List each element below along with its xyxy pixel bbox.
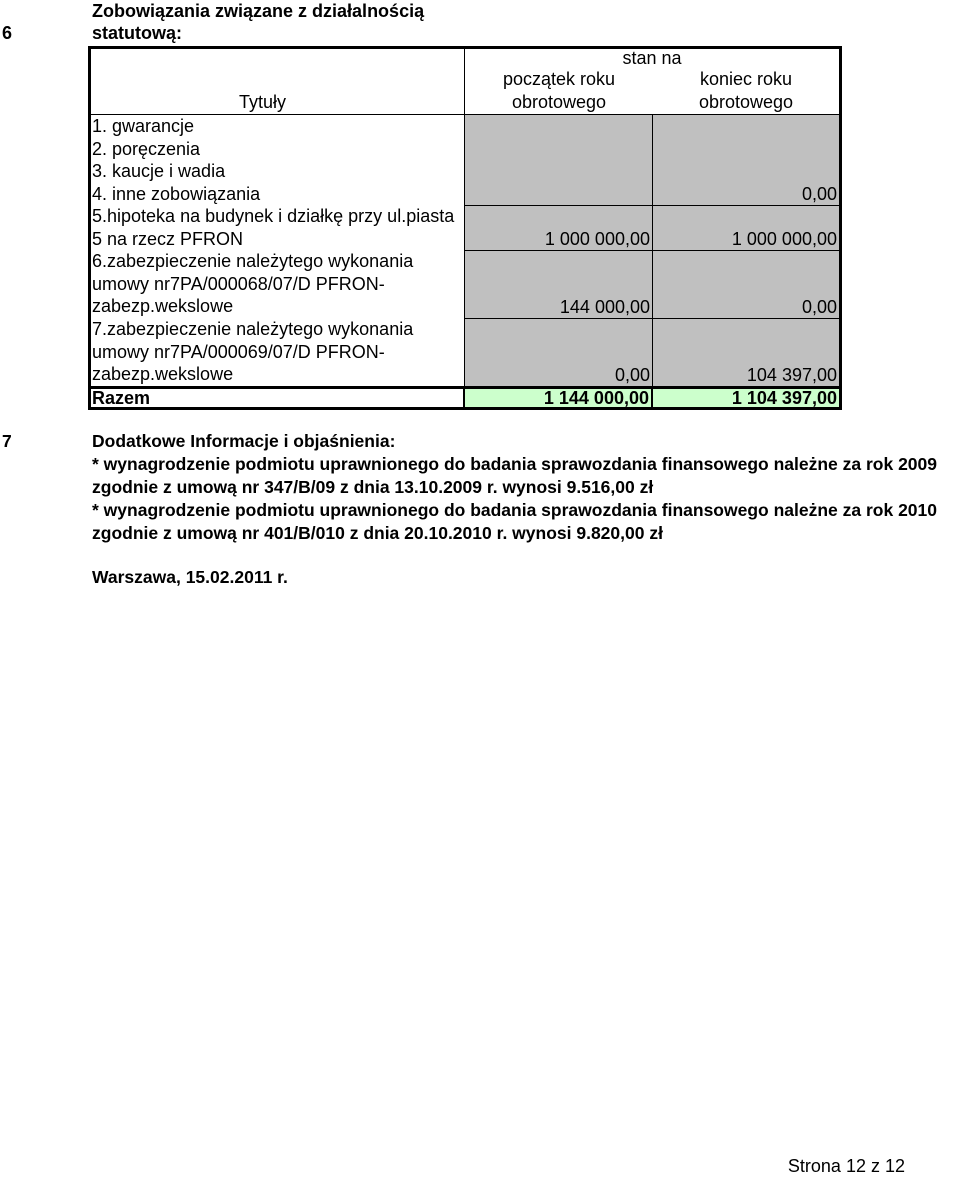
row-4-label-line: 4. inne zobowiązania [92,183,261,204]
page-number-footer: Strona 12 z 12 [787,1156,905,1176]
place-date: Warszawa, 15.02.2011 r. [92,567,288,587]
header-end-line: obrotowego [698,92,794,112]
row-1-end-value [653,115,839,138]
row-6-label-line: umowy nr7PA/000068/07/D PFRON- [92,273,385,294]
header-end-of-year [653,68,839,115]
row-1-label-line: 1. gwarancje [92,116,195,136]
row-3-start-value [465,160,653,183]
section-7-number: 7 [2,431,12,451]
header-start-line: obrotowego [511,92,607,112]
section-6-title-line: statutową: [92,23,182,43]
row-7-label-line: 7.zabezpieczenie należytego wykonania [92,319,414,339]
header-start-of-year [465,68,653,115]
section-7-line: zgodnie z umową nr 347/B/09 z dnia 13.10.2009 r. wynosi 9.516,00 zł [92,477,654,497]
row-6-label [91,250,465,318]
row-7-end-value: 104 397,00 [653,318,839,386]
row-6-label-line: 6.zabezpieczenie należytego wykonania [92,251,414,271]
row-7-start-value: 0,00 [465,318,653,386]
row-6-end-value: 0,00 [653,250,839,318]
section-6-title [92,0,424,44]
row-7-label-line: umowy nr7PA/000069/07/D PFRON- [92,341,385,362]
row-5-end-value: 1 000 000,00 [653,205,839,250]
header-end-line: koniec roku [699,69,793,89]
section-7-heading: Dodatkowe Informacje i objaśnienia: [92,431,396,451]
row-3-end-value [653,160,839,183]
header-start-line: początek roku [502,69,616,89]
row-5-start-value: 1 000 000,00 [465,205,653,250]
obligations-table [88,46,842,410]
row-4-start-value [465,183,653,206]
row-2-start-value [465,138,653,161]
row-5-label-line: 5 na rzecz PFRON [92,228,244,249]
row-3-label [91,160,465,183]
row-4-label [91,183,465,206]
row-4-end-value: 0,00 [653,183,839,206]
row-3-label-line: 3. kaucje i wadia [92,161,226,181]
section-7-line: * wynagrodzenie podmiotu uprawnionego do badania sprawozdania finansowego należne za rok 2009 [92,454,937,474]
row-6-label-line: zabezp.wekslowe [92,296,234,317]
row-7-label [91,318,465,386]
total-end-value: 1 104 397,00 [653,386,839,407]
section-6-title-line: Zobowiązania związane z działalnością [92,1,425,21]
row-2-label [91,138,465,161]
row-5-label [91,205,465,250]
row-2-end-value [653,138,839,161]
section-7-body [92,430,937,545]
row-1-label [91,115,465,138]
header-period-group: stan na [622,49,682,68]
row-5-label-line: 5.hipoteka na budynek i działkę przy ul.piasta [92,206,455,226]
row-6-start-value: 144 000,00 [465,250,653,318]
section-7-line: * wynagrodzenie podmiotu uprawnionego do badania sprawozdania finansowego należne za rok 2010 [92,500,937,520]
total-label: Razem [91,386,465,407]
section-6-number: 6 [2,23,13,43]
row-7-label-line: zabezp.wekslowe [92,364,234,385]
section-7-line: zgodnie z umową nr 401/B/010 z dnia 20.10.2010 r. wynosi 9.820,00 zł [92,523,663,543]
row-2-label-line: 2. poręczenia [92,138,201,159]
total-start-value: 1 144 000,00 [465,386,653,407]
header-titles: Tytuły [91,49,465,115]
row-1-start-value [465,115,653,138]
